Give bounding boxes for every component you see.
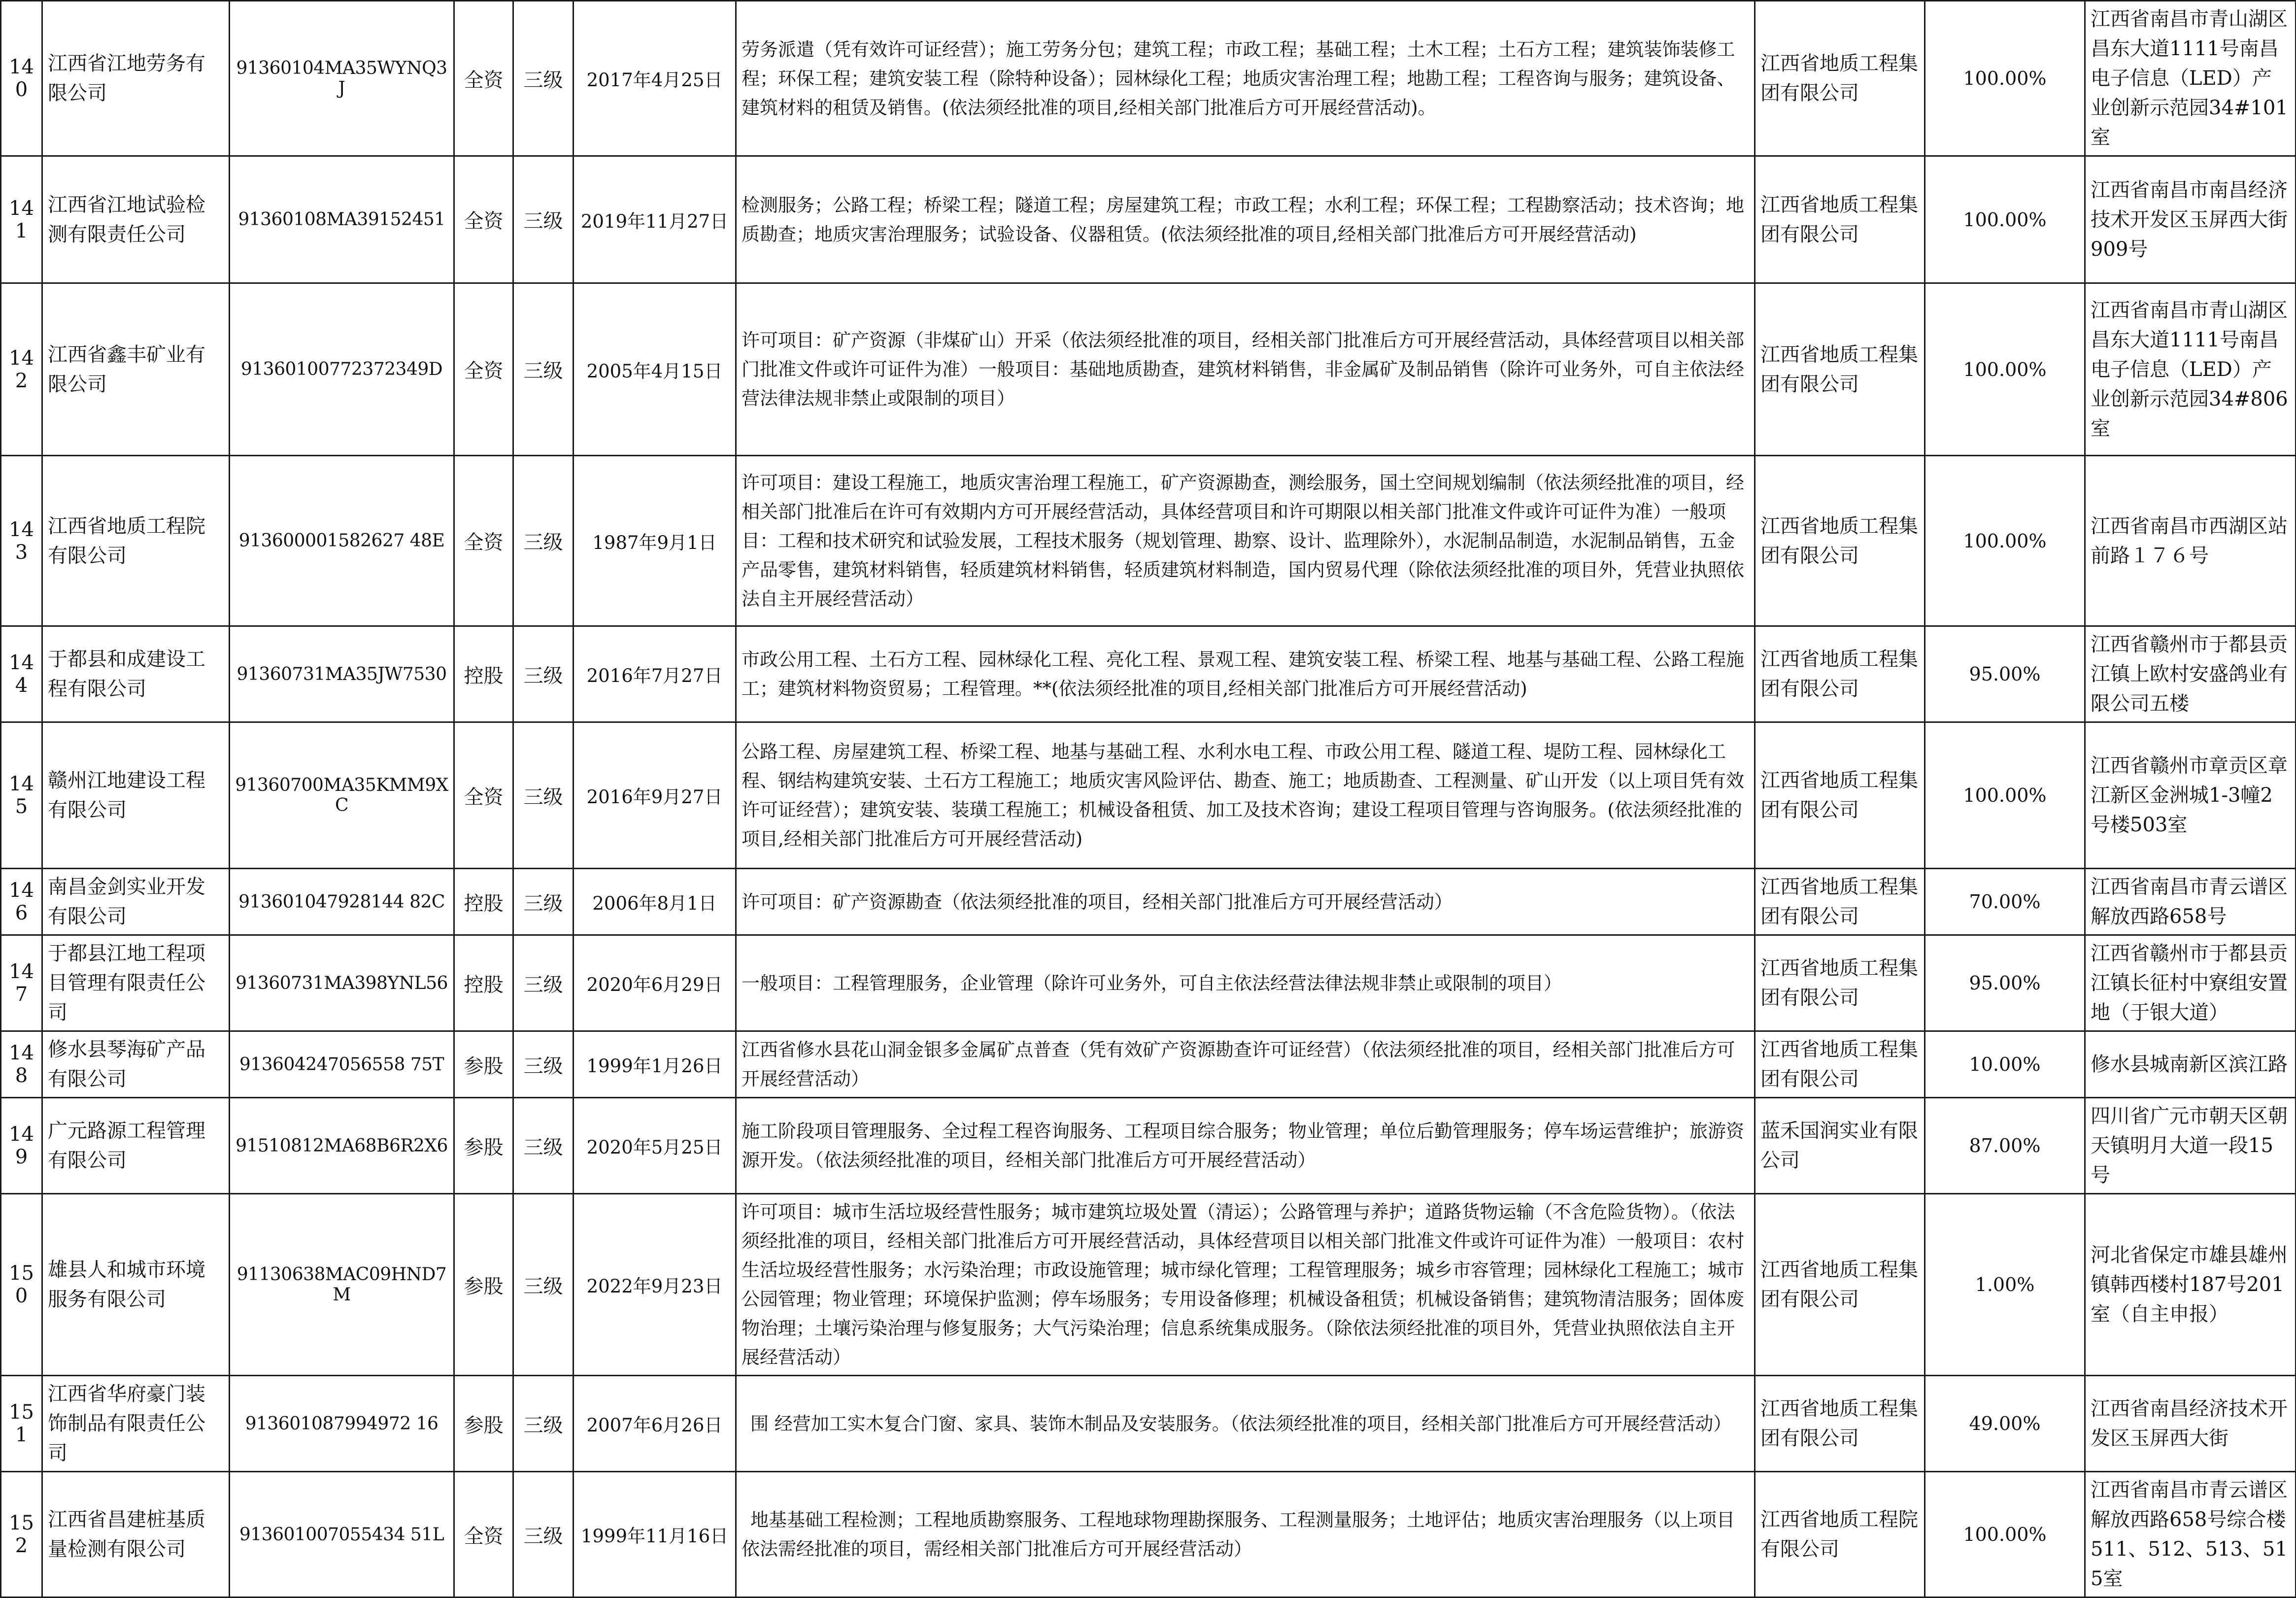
row-number-cell: 145 (1, 722, 42, 869)
table-row (1, 722, 2296, 869)
registered-address-cell: 江西省南昌市南昌经济技术开发区玉屏西大街909号 (2085, 156, 2296, 283)
shareholding-ratio-cell: 1.00% (1925, 1194, 2085, 1376)
registered-address-cell: 江西省赣州市于都县贡江镇长征村中寮组安置地（于银大道） (2085, 935, 2296, 1031)
ownership-type-cell: 参股 (454, 1376, 513, 1472)
credit-code-cell: 91360700MA35KMM9XC (230, 722, 454, 869)
credit-code-cell: 91360731MA398YNL56 (230, 935, 454, 1031)
business-scope-cell: 江西省修水县花山洞金银多金属矿点普查（凭有效矿产资源勘查许可证经营）（依法须经批准的项目，经相关部门批准后方可开展经营活动） (736, 1031, 1755, 1098)
table-row (1, 456, 2296, 626)
row-number-cell: 141 (1, 156, 42, 283)
enterprise-level-cell: 三级 (513, 456, 574, 626)
business-scope-cell: 一般项目：工程管理服务，企业管理（除许可业务外，可自主依法经营法律法规非禁止或限制的项目） (736, 935, 1755, 1031)
shareholder-cell: 江西省地质工程集团有限公司 (1755, 456, 1925, 626)
table-row (1, 869, 2296, 935)
enterprise-level-cell: 三级 (513, 1472, 574, 1598)
ownership-type-cell: 全资 (454, 1472, 513, 1598)
ownership-type-cell: 控股 (454, 869, 513, 935)
company-name-cell: 江西省华府豪门装饰制品有限责任公司 (42, 1376, 230, 1472)
company-name-cell: 江西省地质工程院有限公司 (42, 456, 230, 626)
table-row (1, 283, 2296, 456)
company-name-cell: 赣州江地建设工程有限公司 (42, 722, 230, 869)
established-date-cell: 2005年4月15日 (574, 283, 736, 456)
enterprise-level-cell: 三级 (513, 1098, 574, 1194)
table-row (1, 626, 2296, 722)
business-scope-cell: 施工阶段项目管理服务、全过程工程咨询服务、工程项目综合服务；物业管理；单位后勤管理服务；停车场运营维护；旅游资源开发。（依法须经批准的项目，经相关部门批准后方可开展经营活动） (736, 1098, 1755, 1194)
established-date-cell: 2016年7月27日 (574, 626, 736, 722)
ownership-type-cell: 全资 (454, 722, 513, 869)
ownership-type-cell: 参股 (454, 1098, 513, 1194)
ownership-type-cell: 参股 (454, 1031, 513, 1098)
business-scope-cell: 劳务派遣（凭有效许可证经营）；施工劳务分包；建筑工程；市政工程；基础工程；土木工程；土石方工程；建筑装饰装修工程；环保工程；建筑安装工程（除特种设备）；园林绿化工程；地质灾害治理工程；地勘工程；工程咨询与服务；建筑设备、建筑材料的租赁及销售。(依法须经批准的项目,经相关部门批准后方可开展经营活动)。 (736, 1, 1755, 156)
company-name-cell: 广元路源工程管理有限公司 (42, 1098, 230, 1194)
enterprise-level-cell: 三级 (513, 935, 574, 1031)
registered-address-cell: 江西省赣州市于都县贡江镇上欧村安盛鸽业有限公司五楼 (2085, 626, 2296, 722)
credit-code-cell: 913604247056558 75T (230, 1031, 454, 1098)
company-name-cell: 于都县和成建设工程有限公司 (42, 626, 230, 722)
established-date-cell: 2016年9月27日 (574, 722, 736, 869)
shareholder-cell: 江西省地质工程集团有限公司 (1755, 283, 1925, 456)
row-number-cell: 143 (1, 456, 42, 626)
shareholding-ratio-cell: 100.00% (1925, 283, 2085, 456)
registered-address-cell: 四川省广元市朝天区朝天镇明月大道一段15号 (2085, 1098, 2296, 1194)
row-number-cell: 140 (1, 1, 42, 156)
credit-code-cell: 913600001582627 48E (230, 456, 454, 626)
credit-code-cell: 91360731MA35JW7530 (230, 626, 454, 722)
table-row (1, 935, 2296, 1031)
shareholding-ratio-cell: 10.00% (1925, 1031, 2085, 1098)
business-scope-cell: 检测服务；公路工程；桥梁工程；隧道工程；房屋建筑工程；市政工程；水利工程；环保工程；工程勘察活动；技术咨询；地质勘查；地质灾害治理服务；试验设备、仪器租赁。(依法须经批准的项目,经相关部门批准后方可开展经营活动) (736, 156, 1755, 283)
company-name-cell: 于都县江地工程项目管理有限责任公司 (42, 935, 230, 1031)
shareholder-cell: 江西省地质工程集团有限公司 (1755, 1, 1925, 156)
company-name-cell: 江西省昌建桩基质量检测有限公司 (42, 1472, 230, 1598)
company-name-cell: 江西省鑫丰矿业有限公司 (42, 283, 230, 456)
shareholding-ratio-cell: 49.00% (1925, 1376, 2085, 1472)
table-row (1, 1472, 2296, 1598)
business-scope-cell: 围 经营加工实木复合门窗、家具、装饰木制品及安装服务。（依法须经批准的项目，经相关部门批准后方可开展经营活动） (736, 1376, 1755, 1472)
credit-code-cell: 913601007055434 51L (230, 1472, 454, 1598)
ownership-type-cell: 控股 (454, 626, 513, 722)
shareholding-ratio-cell: 100.00% (1925, 1, 2085, 156)
business-scope-cell: 公路工程、房屋建筑工程、桥梁工程、地基与基础工程、水利水电工程、市政公用工程、隧道工程、堤防工程、园林绿化工程、钢结构建筑安装、土石方工程施工；地质灾害风险评估、勘查、施工；地质勘查、工程测量、矿山开发（以上项目凭有效许可证经营）；建筑安装、装璜工程施工；机械设备租赁、加工及技术咨询；建设工程项目管理与咨询服务。(依法须经批准的项目,经相关部门批准后方可开展经营活动) (736, 722, 1755, 869)
row-number-cell: 144 (1, 626, 42, 722)
business-scope-cell: 许可项目：城市生活垃圾经营性服务；城市建筑垃圾处置（清运）；公路管理与养护；道路货物运输（不含危险货物）。（依法须经批准的项目，经相关部门批准后方可开展经营活动，具体经营项目以相关部门批准文件或许可证件为准）一般项目：农村生活垃圾经营性服务；水污染治理；市政设施管理；城市绿化管理；工程管理服务；城乡市容管理；园林绿化工程施工；城市公园管理；物业管理；环境保护监测；停车场服务；专用设备修理；机械设备租赁；机械设备销售；建筑物清洁服务；固体废物治理；土壤污染治理与修复服务；大气污染治理；信息系统集成服务。（除依法须经批准的项目外，凭营业执照依法自主开展经营活动） (736, 1194, 1755, 1376)
shareholding-ratio-cell: 95.00% (1925, 935, 2085, 1031)
established-date-cell: 1999年11月16日 (574, 1472, 736, 1598)
ownership-type-cell: 全资 (454, 156, 513, 283)
shareholder-cell: 江西省地质工程集团有限公司 (1755, 626, 1925, 722)
registered-address-cell: 江西省南昌市青云谱区解放西路658号 (2085, 869, 2296, 935)
established-date-cell: 2006年8月1日 (574, 869, 736, 935)
registered-address-cell: 江西省赣州市章贡区章江新区金洲城1-3幢2号楼503室 (2085, 722, 2296, 869)
shareholder-cell: 江西省地质工程院有限公司 (1755, 1472, 1925, 1598)
registered-address-cell: 江西省南昌经济技术开发区玉屏西大街 (2085, 1376, 2296, 1472)
registered-address-cell: 江西省南昌市西湖区站前路１７６号 (2085, 456, 2296, 626)
shareholding-ratio-cell: 100.00% (1925, 456, 2085, 626)
shareholder-cell: 蓝禾国润实业有限公司 (1755, 1098, 1925, 1194)
table-row (1, 1, 2296, 156)
enterprise-level-cell: 三级 (513, 1376, 574, 1472)
business-scope-cell: 许可项目：矿产资源（非煤矿山）开采（依法须经批准的项目，经相关部门批准后方可开展经营活动，具体经营项目以相关部门批准文件或许可证件为准）一般项目：基础地质勘查，建筑材料销售，非金属矿及制品销售（除许可业务外，可自主依法经营法律法规非禁止或限制的项目） (736, 283, 1755, 456)
shareholder-cell: 江西省地质工程集团有限公司 (1755, 1376, 1925, 1472)
table-row (1, 156, 2296, 283)
enterprise-level-cell: 三级 (513, 869, 574, 935)
established-date-cell: 2007年6月26日 (574, 1376, 736, 1472)
row-number-cell: 142 (1, 283, 42, 456)
credit-code-cell: 91130638MAC09HND7M (230, 1194, 454, 1376)
established-date-cell: 2019年11月27日 (574, 156, 736, 283)
shareholding-ratio-cell: 100.00% (1925, 1472, 2085, 1598)
credit-code-cell: 913601047928144 82C (230, 869, 454, 935)
ownership-type-cell: 全资 (454, 1, 513, 156)
table-row (1, 1376, 2296, 1472)
business-scope-cell: 市政公用工程、土石方工程、园林绿化工程、亮化工程、景观工程、建筑安装工程、桥梁工程、地基与基础工程、公路工程施工；建筑材料物资贸易；工程管理。**(依法须经批准的项目,经相关部门批准后方可开展经营活动) (736, 626, 1755, 722)
business-scope-cell: 地基基础工程检测；工程地质勘察服务、工程地球物理勘探服务、工程测量服务；土地评估；地质灾害治理服务（以上项目依法需经批准的项目，需经相关部门批准后方可开展经营活动） (736, 1472, 1755, 1598)
registered-address-cell: 江西省南昌市青云谱区解放西路658号综合楼511、512、513、515室 (2085, 1472, 2296, 1598)
table-body (1, 1, 2296, 1598)
established-date-cell: 2022年9月23日 (574, 1194, 736, 1376)
row-number-cell: 149 (1, 1098, 42, 1194)
row-number-cell: 152 (1, 1472, 42, 1598)
row-number-cell: 147 (1, 935, 42, 1031)
company-name-cell: 修水县琴海矿产品有限公司 (42, 1031, 230, 1098)
established-date-cell: 2017年4月25日 (574, 1, 736, 156)
shareholding-ratio-cell: 70.00% (1925, 869, 2085, 935)
company-name-cell: 江西省江地试验检测有限责任公司 (42, 156, 230, 283)
shareholder-cell: 江西省地质工程集团有限公司 (1755, 1194, 1925, 1376)
shareholding-ratio-cell: 87.00% (1925, 1098, 2085, 1194)
ownership-type-cell: 全资 (454, 456, 513, 626)
company-name-cell: 江西省江地劳务有限公司 (42, 1, 230, 156)
enterprise-level-cell: 三级 (513, 283, 574, 456)
enterprise-level-cell: 三级 (513, 1031, 574, 1098)
established-date-cell: 1999年1月26日 (574, 1031, 736, 1098)
established-date-cell: 2020年6月29日 (574, 935, 736, 1031)
credit-code-cell: 91360104MA35WYNQ3J (230, 1, 454, 156)
row-number-cell: 151 (1, 1376, 42, 1472)
shareholding-ratio-cell: 100.00% (1925, 722, 2085, 869)
ownership-type-cell: 全资 (454, 283, 513, 456)
shareholding-ratio-cell: 100.00% (1925, 156, 2085, 283)
table-row (1, 1098, 2296, 1194)
shareholder-cell: 江西省地质工程集团有限公司 (1755, 156, 1925, 283)
shareholder-cell: 江西省地质工程集团有限公司 (1755, 1031, 1925, 1098)
enterprise-level-cell: 三级 (513, 722, 574, 869)
shareholder-cell: 江西省地质工程集团有限公司 (1755, 935, 1925, 1031)
company-name-cell: 雄县人和城市环境服务有限公司 (42, 1194, 230, 1376)
table-row (1, 1194, 2296, 1376)
business-scope-cell: 许可项目：建设工程施工，地质灾害治理工程施工，矿产资源勘查，测绘服务，国土空间规划编制（依法须经批准的项目，经相关部门批准后在许可有效期内方可开展经营活动，具体经营项目和许可期限以相关部门批准文件或许可证件为准）一般项目：工程和技术研究和试验发展，工程技术服务（规划管理、勘察、设计、监理除外），水泥制品制造，水泥制品销售，五金产品零售，建筑材料销售，轻质建筑材料销售，轻质建筑材料制造，国内贸易代理（除依法须经批准的项目外，凭营业执照依法自主开展经营活动） (736, 456, 1755, 626)
table-row (1, 1031, 2296, 1098)
established-date-cell: 1987年9月1日 (574, 456, 736, 626)
enterprise-level-cell: 三级 (513, 1194, 574, 1376)
credit-code-cell: 91360108MA39152451 (230, 156, 454, 283)
row-number-cell: 150 (1, 1194, 42, 1376)
enterprise-level-cell: 三级 (513, 626, 574, 722)
registered-address-cell: 江西省南昌市青山湖区昌东大道1111号南昌电子信息（LED）产业创新示范园34#101室 (2085, 1, 2296, 156)
shareholding-ratio-cell: 95.00% (1925, 626, 2085, 722)
credit-code-cell: 913601087994972 16 (230, 1376, 454, 1472)
credit-code-cell: 91510812MA68B6R2X6 (230, 1098, 454, 1194)
business-scope-cell: 许可项目：矿产资源勘查（依法须经批准的项目，经相关部门批准后方可开展经营活动） (736, 869, 1755, 935)
ownership-type-cell: 控股 (454, 935, 513, 1031)
company-name-cell: 南昌金剑实业开发有限公司 (42, 869, 230, 935)
shareholder-cell: 江西省地质工程集团有限公司 (1755, 722, 1925, 869)
registered-address-cell: 河北省保定市雄县雄州镇韩西楼村187号201室（自主申报） (2085, 1194, 2296, 1376)
row-number-cell: 148 (1, 1031, 42, 1098)
registered-address-cell: 修水县城南新区滨江路 (2085, 1031, 2296, 1098)
shareholder-cell: 江西省地质工程集团有限公司 (1755, 869, 1925, 935)
row-number-cell: 146 (1, 869, 42, 935)
registered-address-cell: 江西省南昌市青山湖区昌东大道1111号南昌电子信息（LED）产业创新示范园34#806室 (2085, 283, 2296, 456)
ownership-type-cell: 参股 (454, 1194, 513, 1376)
enterprise-level-cell: 三级 (513, 1, 574, 156)
established-date-cell: 2020年5月25日 (574, 1098, 736, 1194)
credit-code-cell: 91360100772372349D (230, 283, 454, 456)
enterprise-level-cell: 三级 (513, 156, 574, 283)
